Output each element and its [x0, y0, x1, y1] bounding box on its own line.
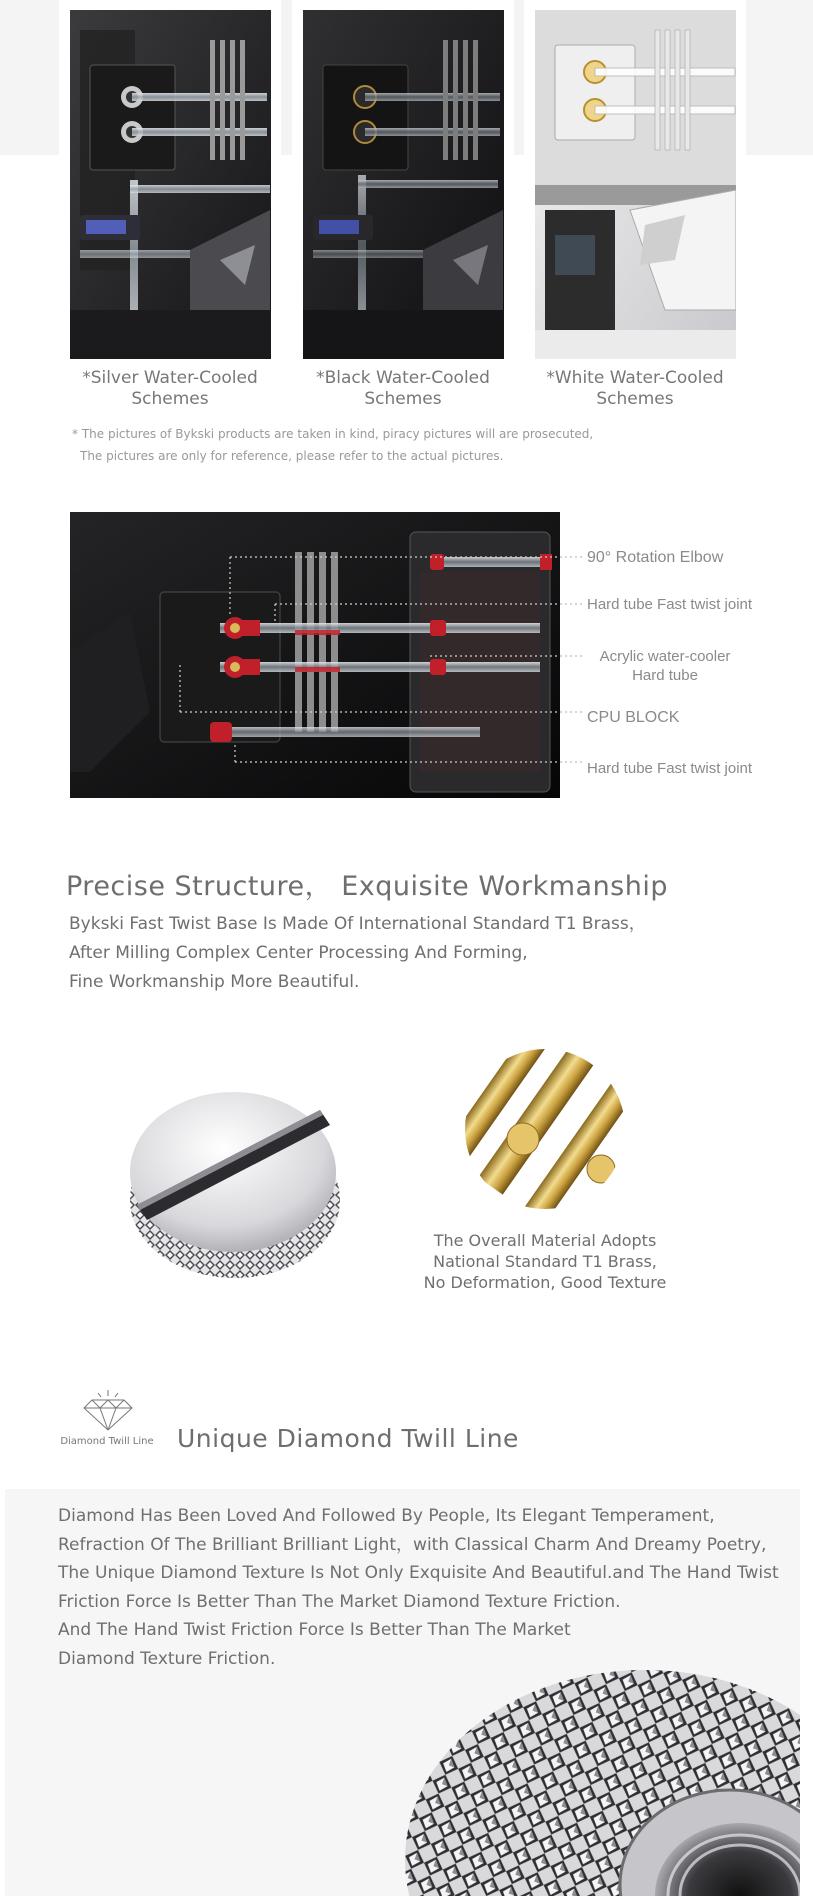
- brass-rods-image: [463, 1047, 628, 1212]
- black-scheme-photo: [303, 10, 504, 359]
- scheme-card-white: [524, 0, 746, 409]
- structure-diagram-photo: [70, 512, 560, 798]
- material-text: The Overall Material Adopts National Standard T1 Brass, No Deformation, Good Texture: [423, 1231, 667, 1292]
- precise-structure-text: Bykski Fast Twist Base Is Made Of International Standard T1 Brass， After Milling Complex Center Processing And Forming, Fine Workmanship More Beautiful.: [69, 914, 646, 992]
- label-twist-joint-top: Hard tube Fast twist joint: [587, 596, 753, 613]
- black-scheme-caption: *Black Water-Cooled Schemes: [316, 368, 490, 409]
- label-twist-joint-bottom: Hard tube Fast twist joint: [587, 760, 753, 777]
- scheme-card-black: [292, 0, 514, 409]
- scheme-card-silver: [59, 0, 281, 409]
- callout-connector-lines: [560, 512, 585, 798]
- disclaimer-line-2: The pictures are only for reference, please refer to the actual pictures.: [80, 449, 504, 463]
- diamond-twill-title: Unique Diamond Twill Line: [177, 1424, 519, 1453]
- diamond-logo-text: Diamond Twill Line: [60, 1436, 154, 1447]
- diamond-icon: [80, 1390, 136, 1432]
- silver-scheme-caption: *Silver Water-Cooled Schemes: [82, 368, 258, 409]
- white-scheme-caption: *White Water-Cooled Schemes: [546, 368, 724, 409]
- label-rotation-elbow: 90° Rotation Elbow: [587, 549, 724, 566]
- fitting-cap-image: [125, 1080, 345, 1285]
- label-cpu-block: CPU BLOCK: [587, 709, 680, 726]
- diamond-knurl-closeup-image: [395, 1650, 800, 1896]
- precise-structure-title: Precise Structure， Exquisite Workmanship: [66, 871, 669, 902]
- label-acrylic-tube: Acrylic water-cooler Hard tube: [599, 648, 731, 684]
- diamond-twill-logo: [52, 1390, 162, 1450]
- diamond-description: Diamond Has Been Loved And Followed By People, Its Elegant Temperament, Refraction Of The Brilliant Brilliant Light，with Classical Charm And Dreamy Poetry, The Unique Diamond Texture Is Not Only Exquisite And Beautiful.and The Hand Twist Friction Force Is Better Than The Market Diamond Texture Friction. And The Hand Twist Friction Force Is Better Than The Market Diamond Texture Friction.: [58, 1506, 779, 1669]
- silver-scheme-photo: [70, 10, 271, 359]
- disclaimer-line-1: * The pictures of Bykski products are taken in kind, piracy pictures will are prosecuted,: [72, 427, 594, 441]
- white-scheme-photo: [535, 10, 736, 359]
